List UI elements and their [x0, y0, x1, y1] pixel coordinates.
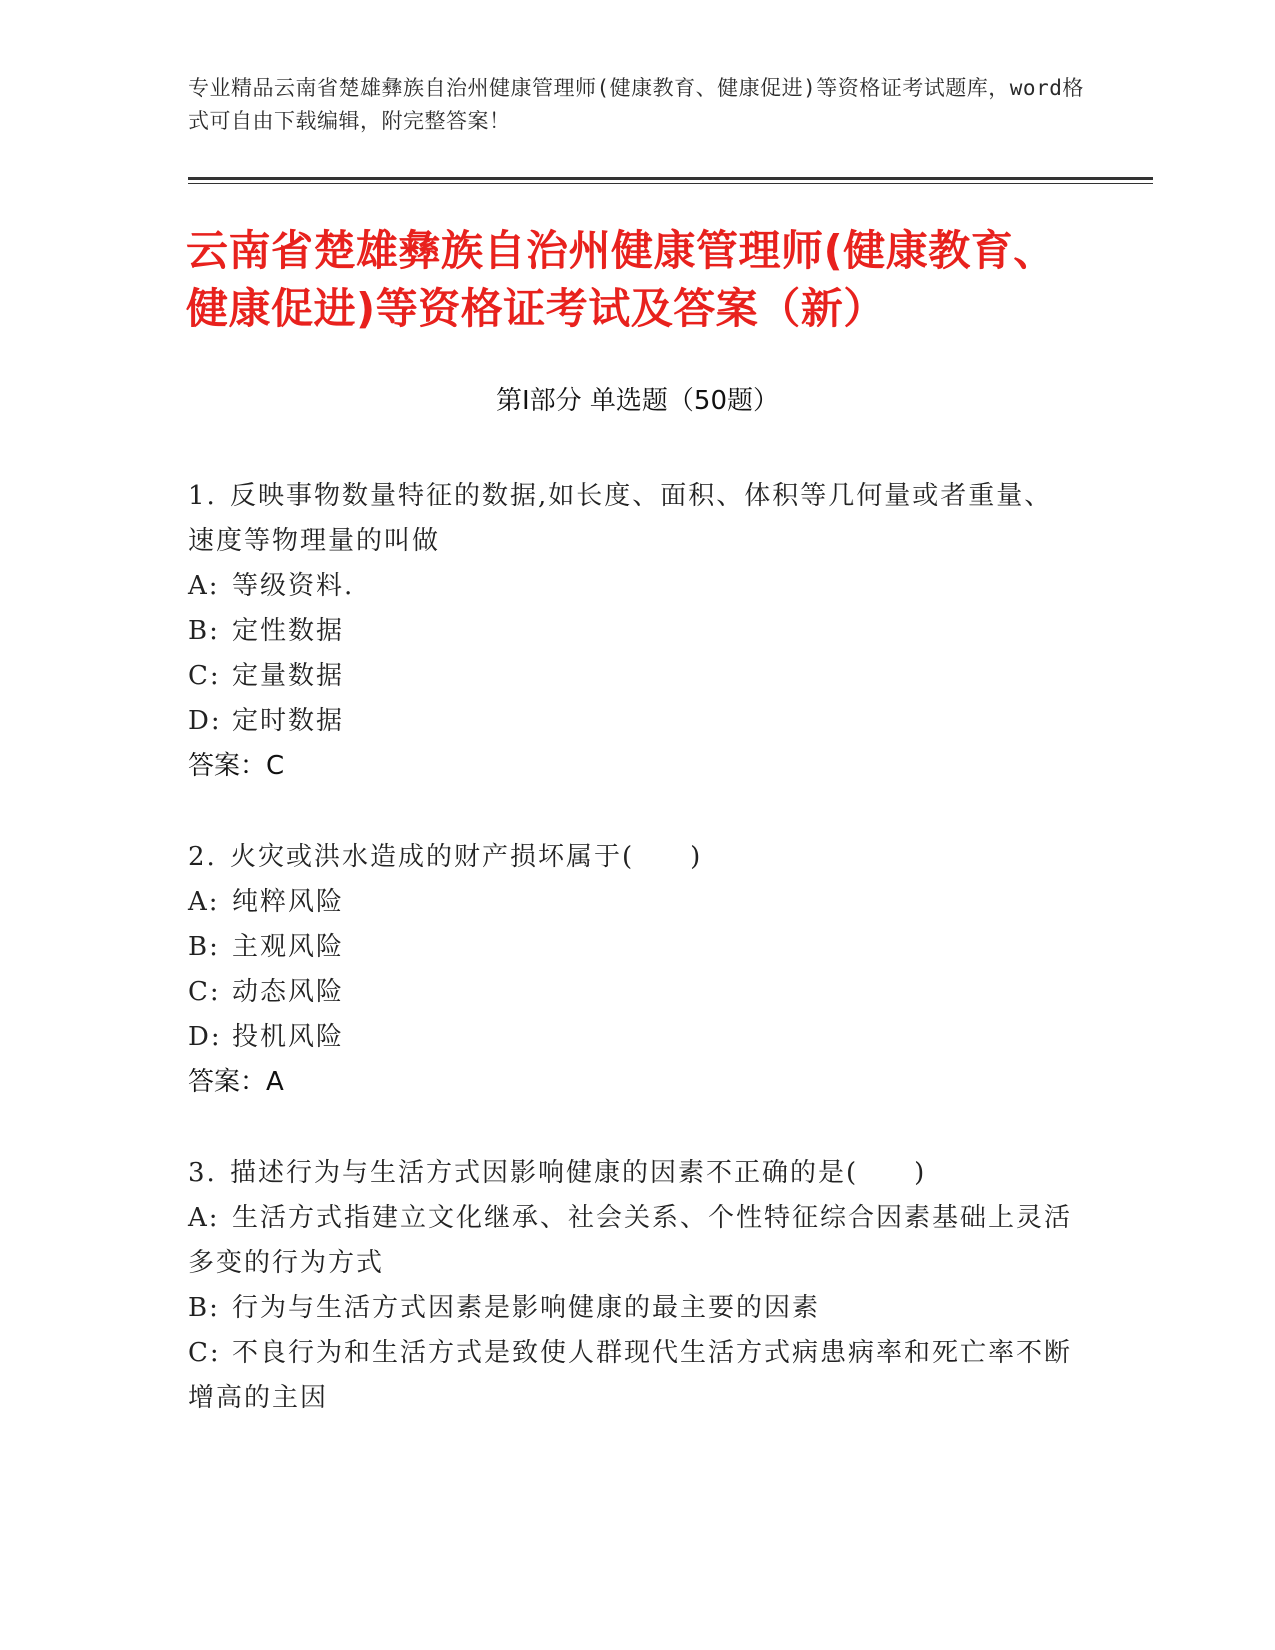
question-1-option-c [188, 654, 1078, 699]
question-2-option-c [188, 970, 1078, 1015]
question-3-option-c [188, 1331, 1078, 1421]
question-3-number: 3. [188, 1158, 217, 1188]
option-text: 投机风险 [232, 1022, 345, 1052]
option-text: 定量数据 [232, 661, 345, 691]
option-letter: B: [188, 616, 220, 646]
question-1-option-d [188, 699, 1078, 744]
option-letter: A: [188, 1203, 220, 1233]
header-divider-thick [188, 177, 1153, 180]
question-3-option-a [188, 1196, 1078, 1286]
option-text: 纯粹风险 [232, 887, 345, 917]
question-2-answer: 答案：A [188, 1067, 284, 1097]
option-text: 生活方式指建立文化继承、社会关系、个性特征综合因素基础上灵活多变的行为方式 [188, 1203, 1073, 1278]
question-1 [188, 474, 1078, 789]
option-text: 动态风险 [232, 977, 345, 1007]
header-note: 专业精品云南省楚雄彝族自治州健康管理师(健康教育、健康促进)等资格证考试题库，word格式可自由下载编辑，附完整答案！ [188, 76, 1084, 133]
option-letter: B: [188, 1293, 220, 1323]
option-letter: A: [188, 887, 220, 917]
document-title: 云南省楚雄彝族自治州健康管理师(健康教育、健康促进)等资格证考试及答案（新） [186, 226, 1056, 333]
question-1-option-b [188, 609, 1078, 654]
question-1-option-a [188, 564, 1078, 609]
option-text: 定性数据 [232, 616, 345, 646]
question-2-option-d [188, 1015, 1078, 1060]
question-1-answer: 答案：C [188, 751, 285, 781]
header-divider-thin [188, 183, 1153, 184]
question-1-stem [188, 474, 1078, 564]
option-letter: C: [188, 1338, 221, 1368]
question-3-option-b [188, 1286, 1078, 1331]
question-2 [188, 835, 1078, 1105]
option-text: 定时数据 [232, 706, 345, 736]
question-list [188, 474, 1078, 1467]
question-1-text: 反映事物数量特征的数据,如长度、面积、体积等几何量或者重量、速度等物理量的叫做 [188, 481, 1053, 556]
question-2-number: 2. [188, 842, 217, 872]
question-3 [188, 1151, 1078, 1421]
option-text: 行为与生活方式因素是影响健康的最主要的因素 [232, 1293, 821, 1323]
question-2-text: 火灾或洪水造成的财产损坏属于( ) [230, 842, 703, 872]
question-3-stem [188, 1151, 1078, 1196]
option-letter: C: [188, 661, 221, 691]
option-letter: B: [188, 932, 220, 962]
option-letter: C: [188, 977, 221, 1007]
question-1-number: 1. [188, 481, 217, 511]
question-2-stem [188, 835, 1078, 880]
option-text: 等级资料. [232, 571, 355, 601]
option-letter: A: [188, 571, 220, 601]
question-2-option-a [188, 880, 1078, 925]
question-2-option-b [188, 925, 1078, 970]
section-title: 第Ⅰ部分 单选题（50题） [495, 386, 780, 416]
option-text: 不良行为和生活方式是致使人群现代生活方式病患病率和死亡率不断增高的主因 [188, 1338, 1073, 1413]
option-letter: D: [188, 1022, 222, 1052]
option-text: 主观风险 [232, 932, 345, 962]
question-3-text: 描述行为与生活方式因影响健康的因素不正确的是( ) [230, 1158, 927, 1188]
option-letter: D: [188, 706, 222, 736]
